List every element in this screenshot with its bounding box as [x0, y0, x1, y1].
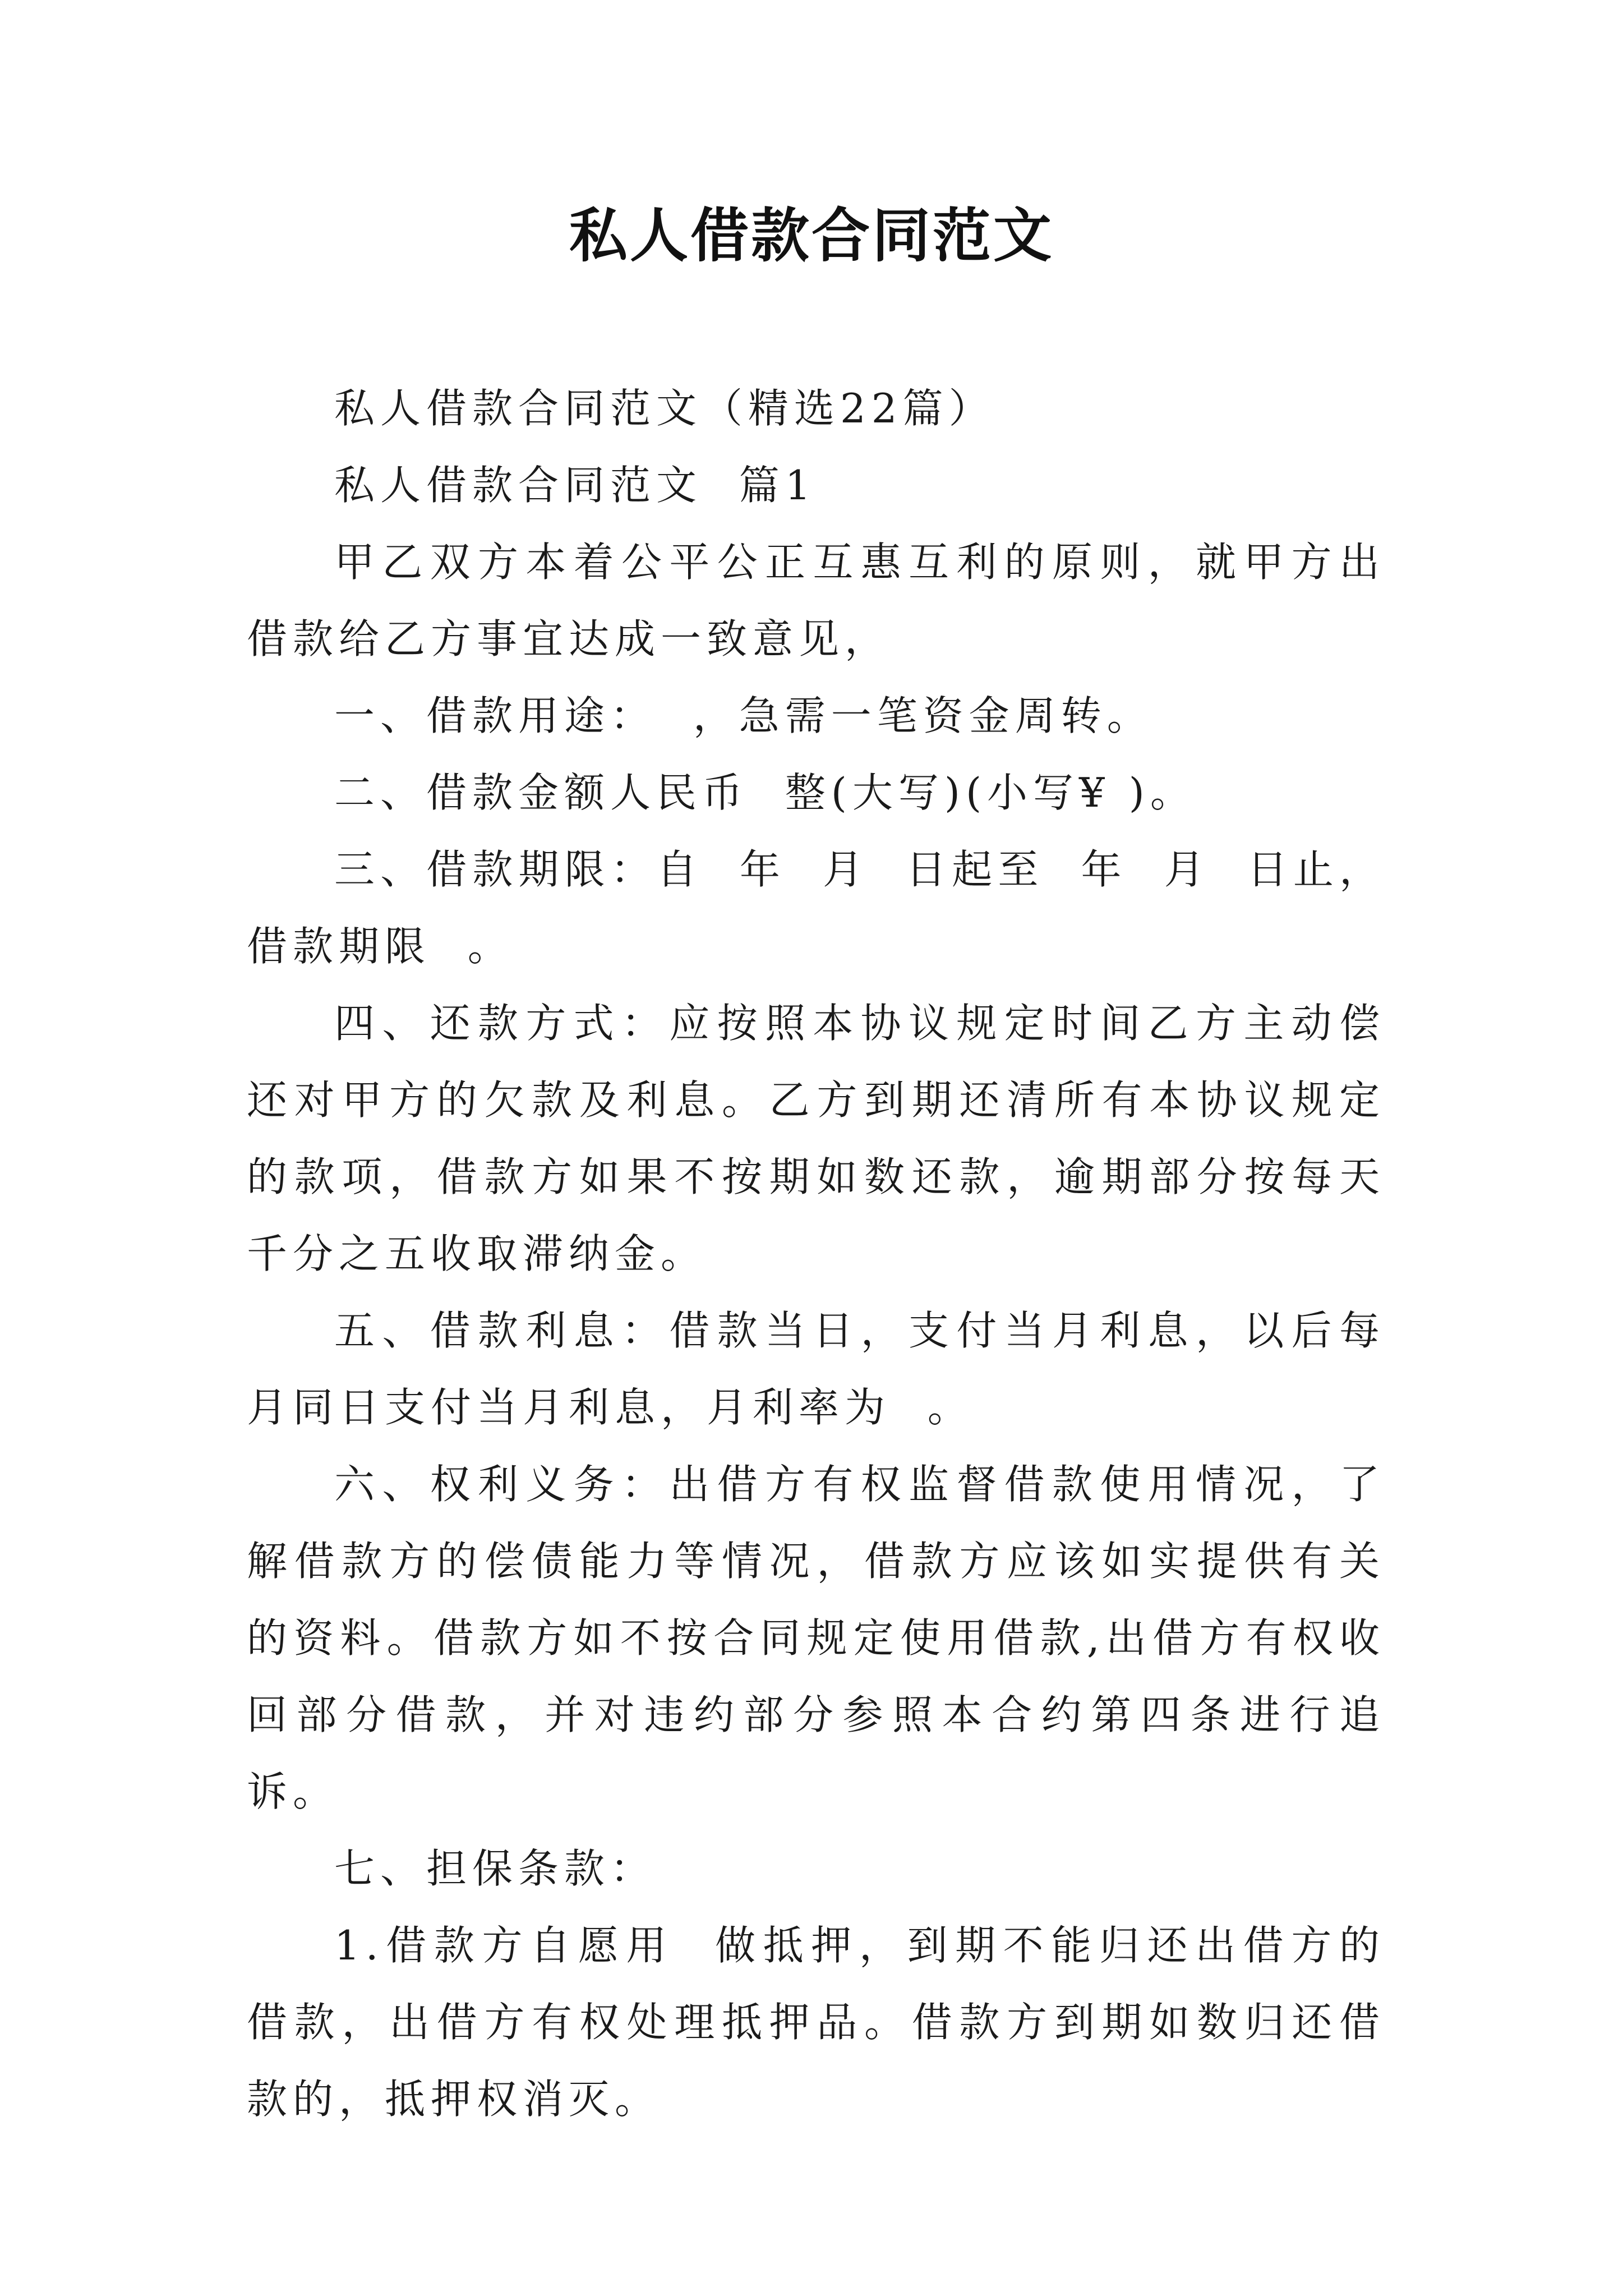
document-body: [247, 370, 1385, 2138]
paragraph-clause-6: 六、权利义务：出借方有权监督借款使用情况，了解借款方的偿债能力等情况，借款方应该如实提供有关的资料。借款方如不按合同规定使用借款,出借方有权收回部分借款，并对违约部分参照本合约第四条进行追诉。: [247, 1461, 1385, 1815]
paragraph-clause-1: 一、借款用途： ，急需一笔资金周转。: [334, 692, 1153, 739]
paragraph-subtitle: 私人借款合同范文（精选22篇）: [334, 385, 995, 432]
paragraph-clause-7-item-1: 1.借款方自愿用 做抵押，到期不能归还出借方的借款，出借方有权处理抵押品。借款方到期如数归还借款的，抵押权消灭。: [247, 1922, 1385, 2123]
paragraph-clause-2: 二、借款金额人民币 整(大写)(小写¥ )。: [334, 769, 1196, 816]
paragraph-clause-3: 三、借款期限：自 年 月 日起至 年 月 日止，借款期限 。: [247, 846, 1385, 970]
document-title: 私人借款合同范文: [569, 201, 1054, 270]
paragraph-preamble: 甲乙双方本着公平公正互惠互利的原则，就甲方出借款给乙方事宜达成一致意见，: [247, 539, 1385, 662]
paragraph-section-heading: 私人借款合同范文 篇1: [334, 462, 817, 509]
paragraph-clause-7: 七、担保条款：: [334, 1845, 657, 1892]
paragraph-clause-5: 五、借款利息：借款当日，支付当月利息，以后每月同日支付当月利息，月利率为 。: [247, 1307, 1385, 1431]
paragraph-clause-4: 四、还款方式：应按照本协议规定时间乙方主动偿还对甲方的欠款及利息。乙方到期还清所有本协议规定的款项，借款方如果不按期如数还款，逾期部分按每天千分之五收取滞纳金。: [247, 1000, 1385, 1277]
